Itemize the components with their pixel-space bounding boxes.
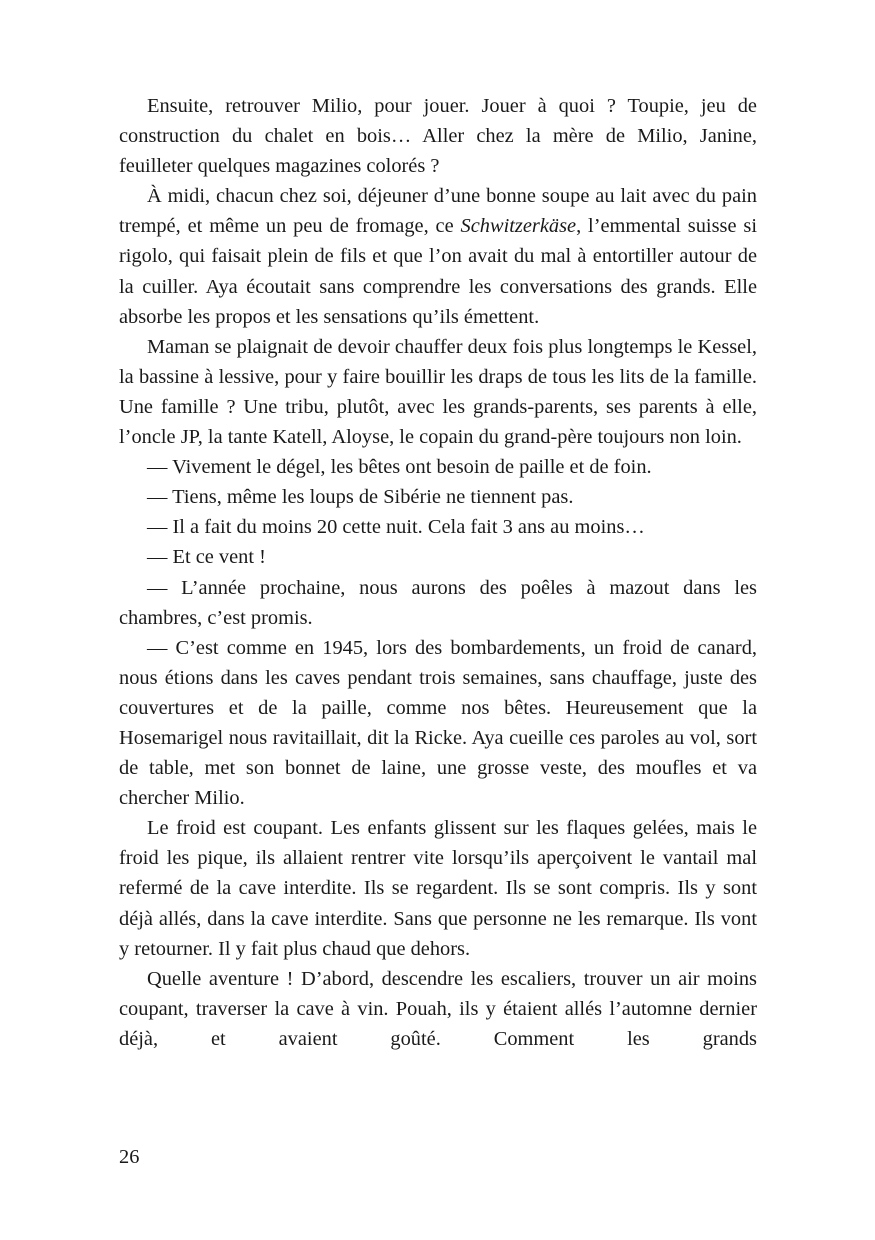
dialogue-line-6: — C’est comme en 1945, lors des bombardements, un froid de canard, nous étions dans les caves pendant trois semaines, sans chauffage, juste des couvertures et de la paille, comme nos bêtes. Heureusement que la Hosemarigel nous ravitaillait, dit la Ricke. Aya cueille ces paroles au vol, sort de table, met son bonnet de laine, une grosse veste, des moufles et va chercher Milio. bbox=[119, 636, 757, 810]
paragraph-1: Ensuite, retrouver Milio, pour jouer. Jouer à quoi ? Toupie, jeu de construction du chalet en bois… Aller chez la mère de Milio, Janine, feuilleter quelques magazines colorés ? bbox=[119, 95, 757, 178]
paragraph-11: Quelle aventure ! D’abord, descendre les escaliers, trouver un air moins coupant, traverser la cave à vin. Pouah, ils y étaient allés l’automne dernier déjà, et avaient goûté. Comment les grands bbox=[119, 967, 757, 1050]
dialogue-line-1: — Vivement le dégel, les bêtes ont besoin de paille et de foin. bbox=[147, 456, 652, 479]
dialogue-line-5: — L’année prochaine, nous aurons des poêles à mazout dans les chambres, c’est promis. bbox=[119, 576, 757, 629]
paragraph-3: Maman se plaignait de devoir chauffer deux fois plus longtemps le Kessel, la bassine à lessive, pour y faire bouillir les draps de tous les lits de la famille. Une famille ? Une tribu, plutôt, avec les grands-parents, ses parents à elle, l’oncle JP, la tante Katell, Aloyse, le copain du grand-père toujours non loin. bbox=[119, 335, 757, 449]
dialogue-line-4: — Et ce vent ! bbox=[147, 546, 266, 569]
paragraph-2-rest: , l’emmental suisse si rigolo, qui faisait plein de fils et que l’on avait du mal à entortiller autour de la cuiller. Aya écoutait sans comprendre les conversations des grands. Elle absorbe les propos et les sensations qu’ils émettent. bbox=[119, 215, 757, 328]
dialogue-line-3: — Il a fait du moins 20 cette nuit. Cela fait 3 ans au moins… bbox=[147, 516, 645, 539]
paragraph-2-lead: À midi, chacun chez soi, déjeuner d’une bonne soupe au lait avec du pain trempé, et même un peu de fromage, ce bbox=[119, 185, 757, 238]
dialogue-line-2: — Tiens, même les loups de Sibérie ne tiennent pas. bbox=[147, 486, 574, 509]
paragraph-10: Le froid est coupant. Les enfants glissent sur les flaques gelées, mais le froid les pique, ils allaient rentrer vite lorsqu’ils aperçoivent le vantail mal refermé de la cave interdite. Ils se regardent. Ils se sont compris. Ils y sont déjà allés, dans la cave interdite. Sans que personne ne les remarque. Ils vont y retourner. Il y fait plus chaud que dehors. bbox=[119, 817, 757, 960]
page-number: 26 bbox=[119, 1146, 140, 1168]
paragraph-2 bbox=[119, 181, 757, 331]
italic-term: Schwitzerkäse bbox=[460, 215, 577, 238]
page-body bbox=[119, 91, 757, 1054]
